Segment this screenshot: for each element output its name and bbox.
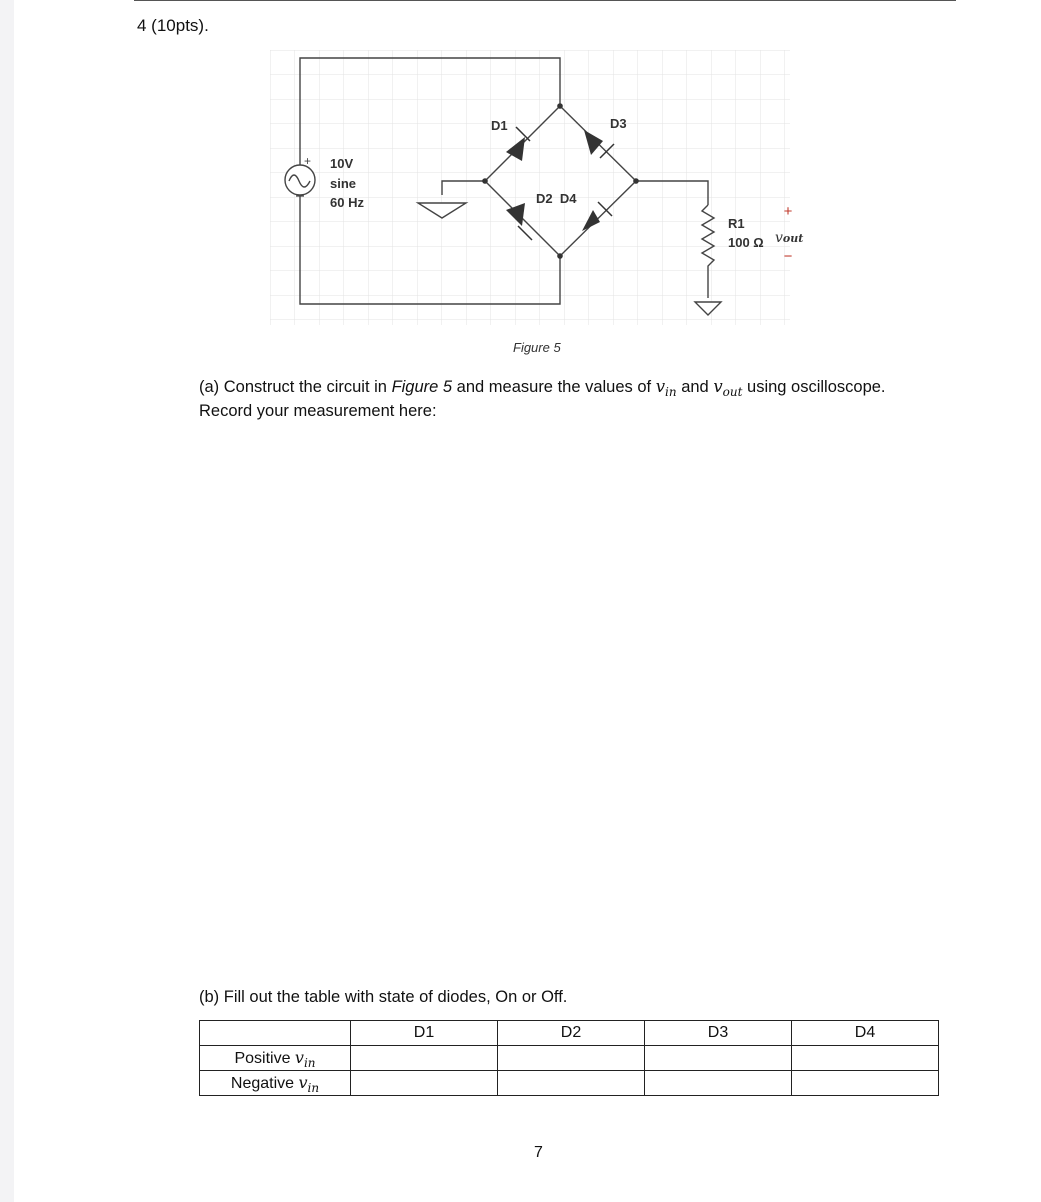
- header-d3: D3: [645, 1021, 792, 1046]
- label-d2-d4: D2 D4: [536, 191, 577, 206]
- top-rule: [134, 0, 956, 1]
- table-corner-cell: [200, 1021, 351, 1046]
- answer-cell[interactable]: [498, 1046, 645, 1071]
- table-header-row: [200, 1021, 939, 1046]
- resistor-name: R1: [728, 216, 745, 231]
- resistor-value: 100 Ω: [728, 235, 764, 250]
- answer-cell[interactable]: [792, 1046, 939, 1071]
- answer-cell[interactable]: [792, 1071, 939, 1096]
- header-d2: D2: [498, 1021, 645, 1046]
- header-d1: D1: [351, 1021, 498, 1046]
- vout-label: vout: [775, 230, 804, 246]
- answer-cell[interactable]: [498, 1071, 645, 1096]
- figure-caption: Figure 5: [513, 340, 561, 355]
- circuit-figure: [270, 50, 804, 330]
- source-frequency: 60 Hz: [330, 195, 364, 210]
- answer-cell[interactable]: [645, 1071, 792, 1096]
- vout-plus: +: [783, 203, 793, 220]
- label-d3: D3: [610, 116, 627, 131]
- part-b-instruction: (b) Fill out the table with state of diodes, On or Off.: [199, 988, 568, 1006]
- answer-cell[interactable]: [351, 1046, 498, 1071]
- page-number: 7: [534, 1144, 543, 1161]
- source-waveform: sine: [330, 176, 357, 191]
- row-label-negative: Negative $v_{in}$: [200, 1071, 351, 1096]
- diode-state-table: [199, 1020, 939, 1096]
- source-plus: +: [304, 154, 312, 168]
- answer-cell[interactable]: [645, 1046, 792, 1071]
- source-amplitude: 10V: [330, 156, 354, 171]
- vout-minus: −: [783, 248, 793, 265]
- table-row: [200, 1046, 939, 1071]
- answer-cell[interactable]: [351, 1071, 498, 1096]
- header-d4: D4: [792, 1021, 939, 1046]
- table-row: [200, 1071, 939, 1096]
- document-page: [14, 0, 1041, 1202]
- problem-heading: 4 (10pts).: [137, 16, 209, 35]
- part-a-text: (a) Construct the circuit in Figure 5 and measure the values of $v_{in}$ and $v_{out}$ using oscilloscope. Record your measurement here:: [199, 377, 886, 420]
- label-d1: D1: [491, 118, 508, 133]
- row-label-positive: Positive $v_{in}$: [200, 1046, 351, 1071]
